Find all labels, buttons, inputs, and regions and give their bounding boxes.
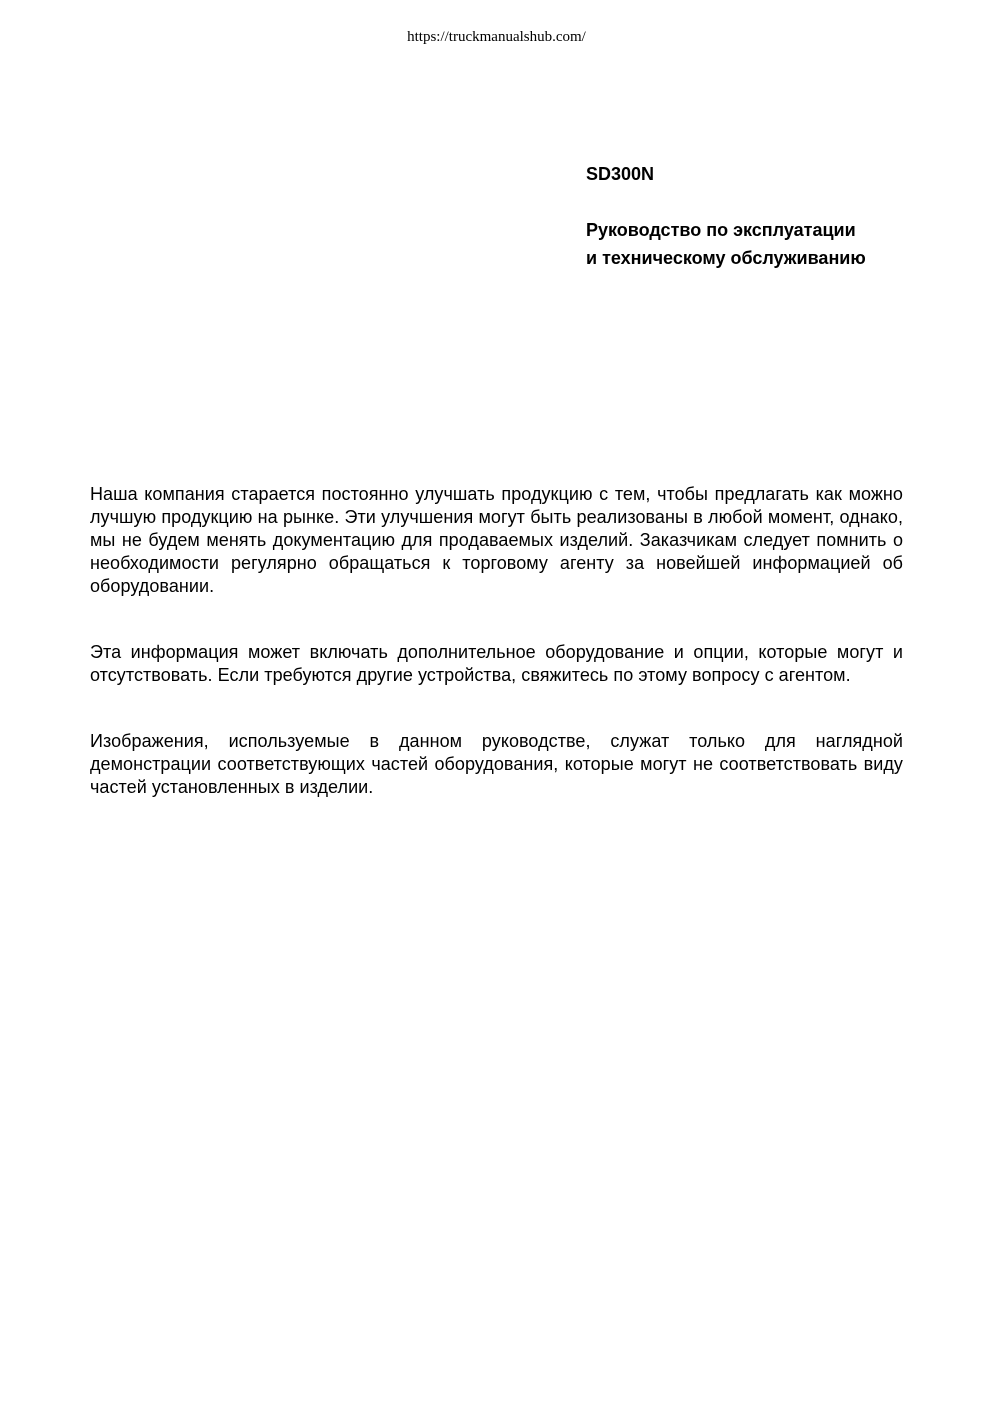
disclaimer-text (90, 483, 903, 799)
paragraph-optional-equipment: Эта информация может включать дополнительное оборудование и опции, которые могут и отсутствовать. Если требуются другие устройства, свяжитесь по этому вопросу с агентом. (90, 642, 903, 685)
manual-title-line-2: и техническому обслуживанию (586, 248, 866, 268)
manual-title (586, 216, 966, 272)
manual-title-line-1: Руководство по эксплуатации (586, 220, 856, 240)
title-block (586, 162, 966, 272)
paragraph-product-improvement: Наша компания старается постоянно улучшать продукцию с тем, чтобы предлагать как можно лучшую продукцию на рынке. Эти улучшения могут быть реализованы в любой момент, однако, мы не будем менять документацию для продаваемых изделий. Заказчикам следует помнить о необходимости регулярно обращаться к торговому агенту за новейшей информацией об оборудовании. (90, 484, 903, 596)
model-name: SD300N (586, 164, 655, 184)
source-url: https://truckmanualshub.com/ (407, 29, 586, 45)
paragraph-illustrations: Изображения, используемые в данном руководстве, служат только для наглядной демонстрации соответствующих частей оборудования, которые могут не соответствовать виду частей установленных в изделии. (90, 731, 903, 797)
